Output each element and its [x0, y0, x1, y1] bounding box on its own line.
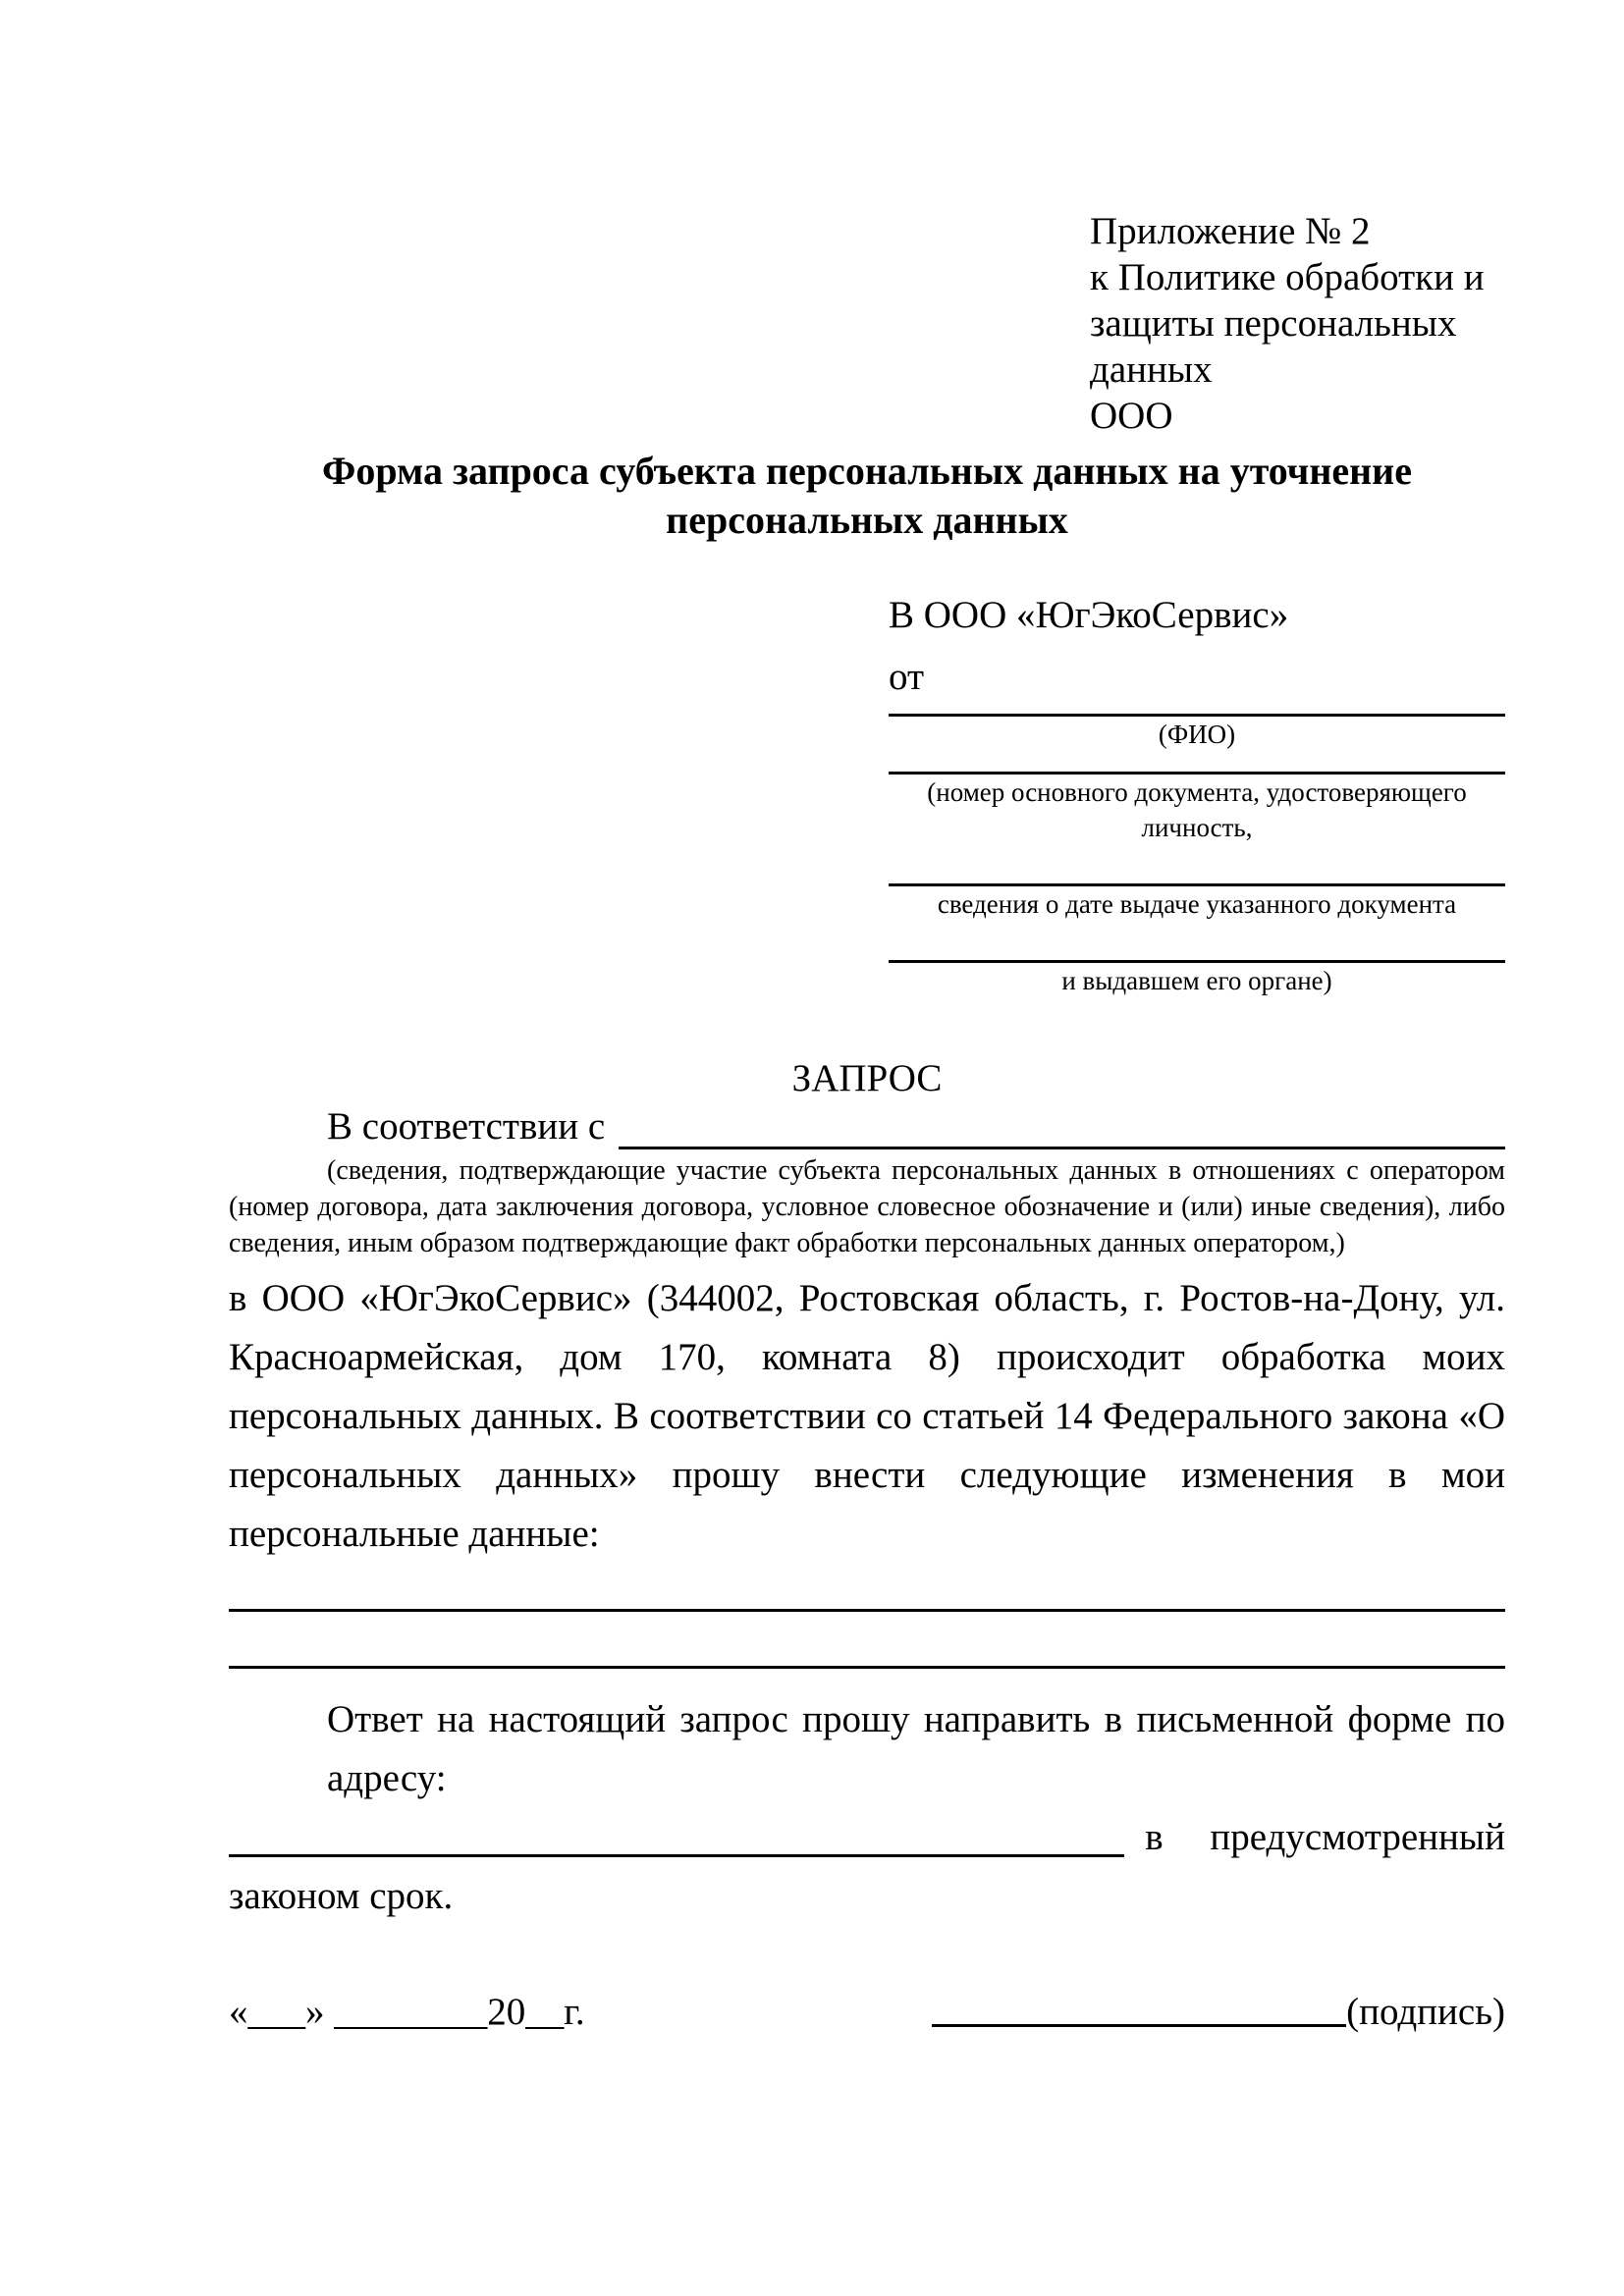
recipient-org: В ООО «ЮгЭкоСервис» [889, 594, 1289, 636]
processing-note: (сведения, подтверждающие участие субъекта персональных данных в отношениях с оператором (номер договора, дата заключения договора, условное словесное обозначение и (или) иные сведения), либо сведения, иным образом подтверждающие факт обработки персональных данных оператором,) [229, 1155, 1505, 1258]
reply-line-3: законом срок. [229, 1875, 454, 1917]
doc-number-field [889, 760, 1505, 845]
fio-field [889, 700, 1505, 752]
from-label: от [889, 656, 925, 698]
reply-line-2-tail: в предусмотренный [1145, 1816, 1505, 1858]
changes-blank-line-2 [229, 1666, 1505, 1669]
doc-issuer-caption: и выдавшем его органе) [1061, 966, 1332, 995]
doc-number-caption: (номер основного документа, удостоверяющего личность, [927, 777, 1467, 842]
appendix-block [1090, 208, 1512, 439]
fio-blank-line [889, 700, 1505, 717]
doc-issuer-field [889, 946, 1505, 998]
appendix-line: Приложение № 2 [1090, 210, 1371, 252]
reply-line-2 [229, 1808, 1505, 1867]
doc-date-blank-line [889, 870, 1505, 886]
appendix-line: к Политике обработки и [1090, 256, 1485, 298]
recipient-block [889, 592, 1505, 998]
accordance-row [229, 1103, 1505, 1149]
doc-date-caption: сведения о дате выдаче указанного документа [937, 889, 1457, 919]
signature-block [932, 1989, 1505, 2035]
accordance-label: В соответствии с [327, 1105, 606, 1148]
date-line: «___» ________20__г. [229, 1991, 585, 2033]
appendix-line: ООО [1090, 395, 1173, 437]
request-heading: ЗАПРОС [791, 1057, 943, 1099]
appendix-line: защиты персональных данных [1090, 302, 1457, 391]
page-title: Форма запроса субъекта персональных данных на уточнение персональных данных [322, 449, 1412, 542]
body-paragraph: в ООО «ЮгЭкоСервис» (344002, Ростовская область, г. Ростов-на-Дону, ул. Красноармейская, дом 170, комната 8) происходит обработка моих персональных данных. В соответствии со статьей 14 Федерального закона «О персональных данных» прошу внести следующие изменения в мои персональные данные: [229, 1277, 1505, 1555]
footer-row [229, 1989, 1505, 2035]
fio-caption: (ФИО) [1158, 720, 1236, 749]
doc-issuer-blank-line [889, 946, 1505, 963]
reply-line-1: Ответ на настоящий запрос прошу направить в письменной форме по адресу: [327, 1698, 1505, 1799]
address-blank-line [229, 1854, 1124, 1857]
signature-caption: (подпись) [1346, 1991, 1505, 2033]
doc-date-field [889, 870, 1505, 922]
signature-blank-line [932, 2024, 1346, 2027]
doc-number-blank-line [889, 760, 1505, 774]
accordance-blank-line [619, 1105, 1505, 1149]
reply-paragraph [229, 1690, 1505, 1926]
changes-blank-line-1 [229, 1609, 1505, 1612]
